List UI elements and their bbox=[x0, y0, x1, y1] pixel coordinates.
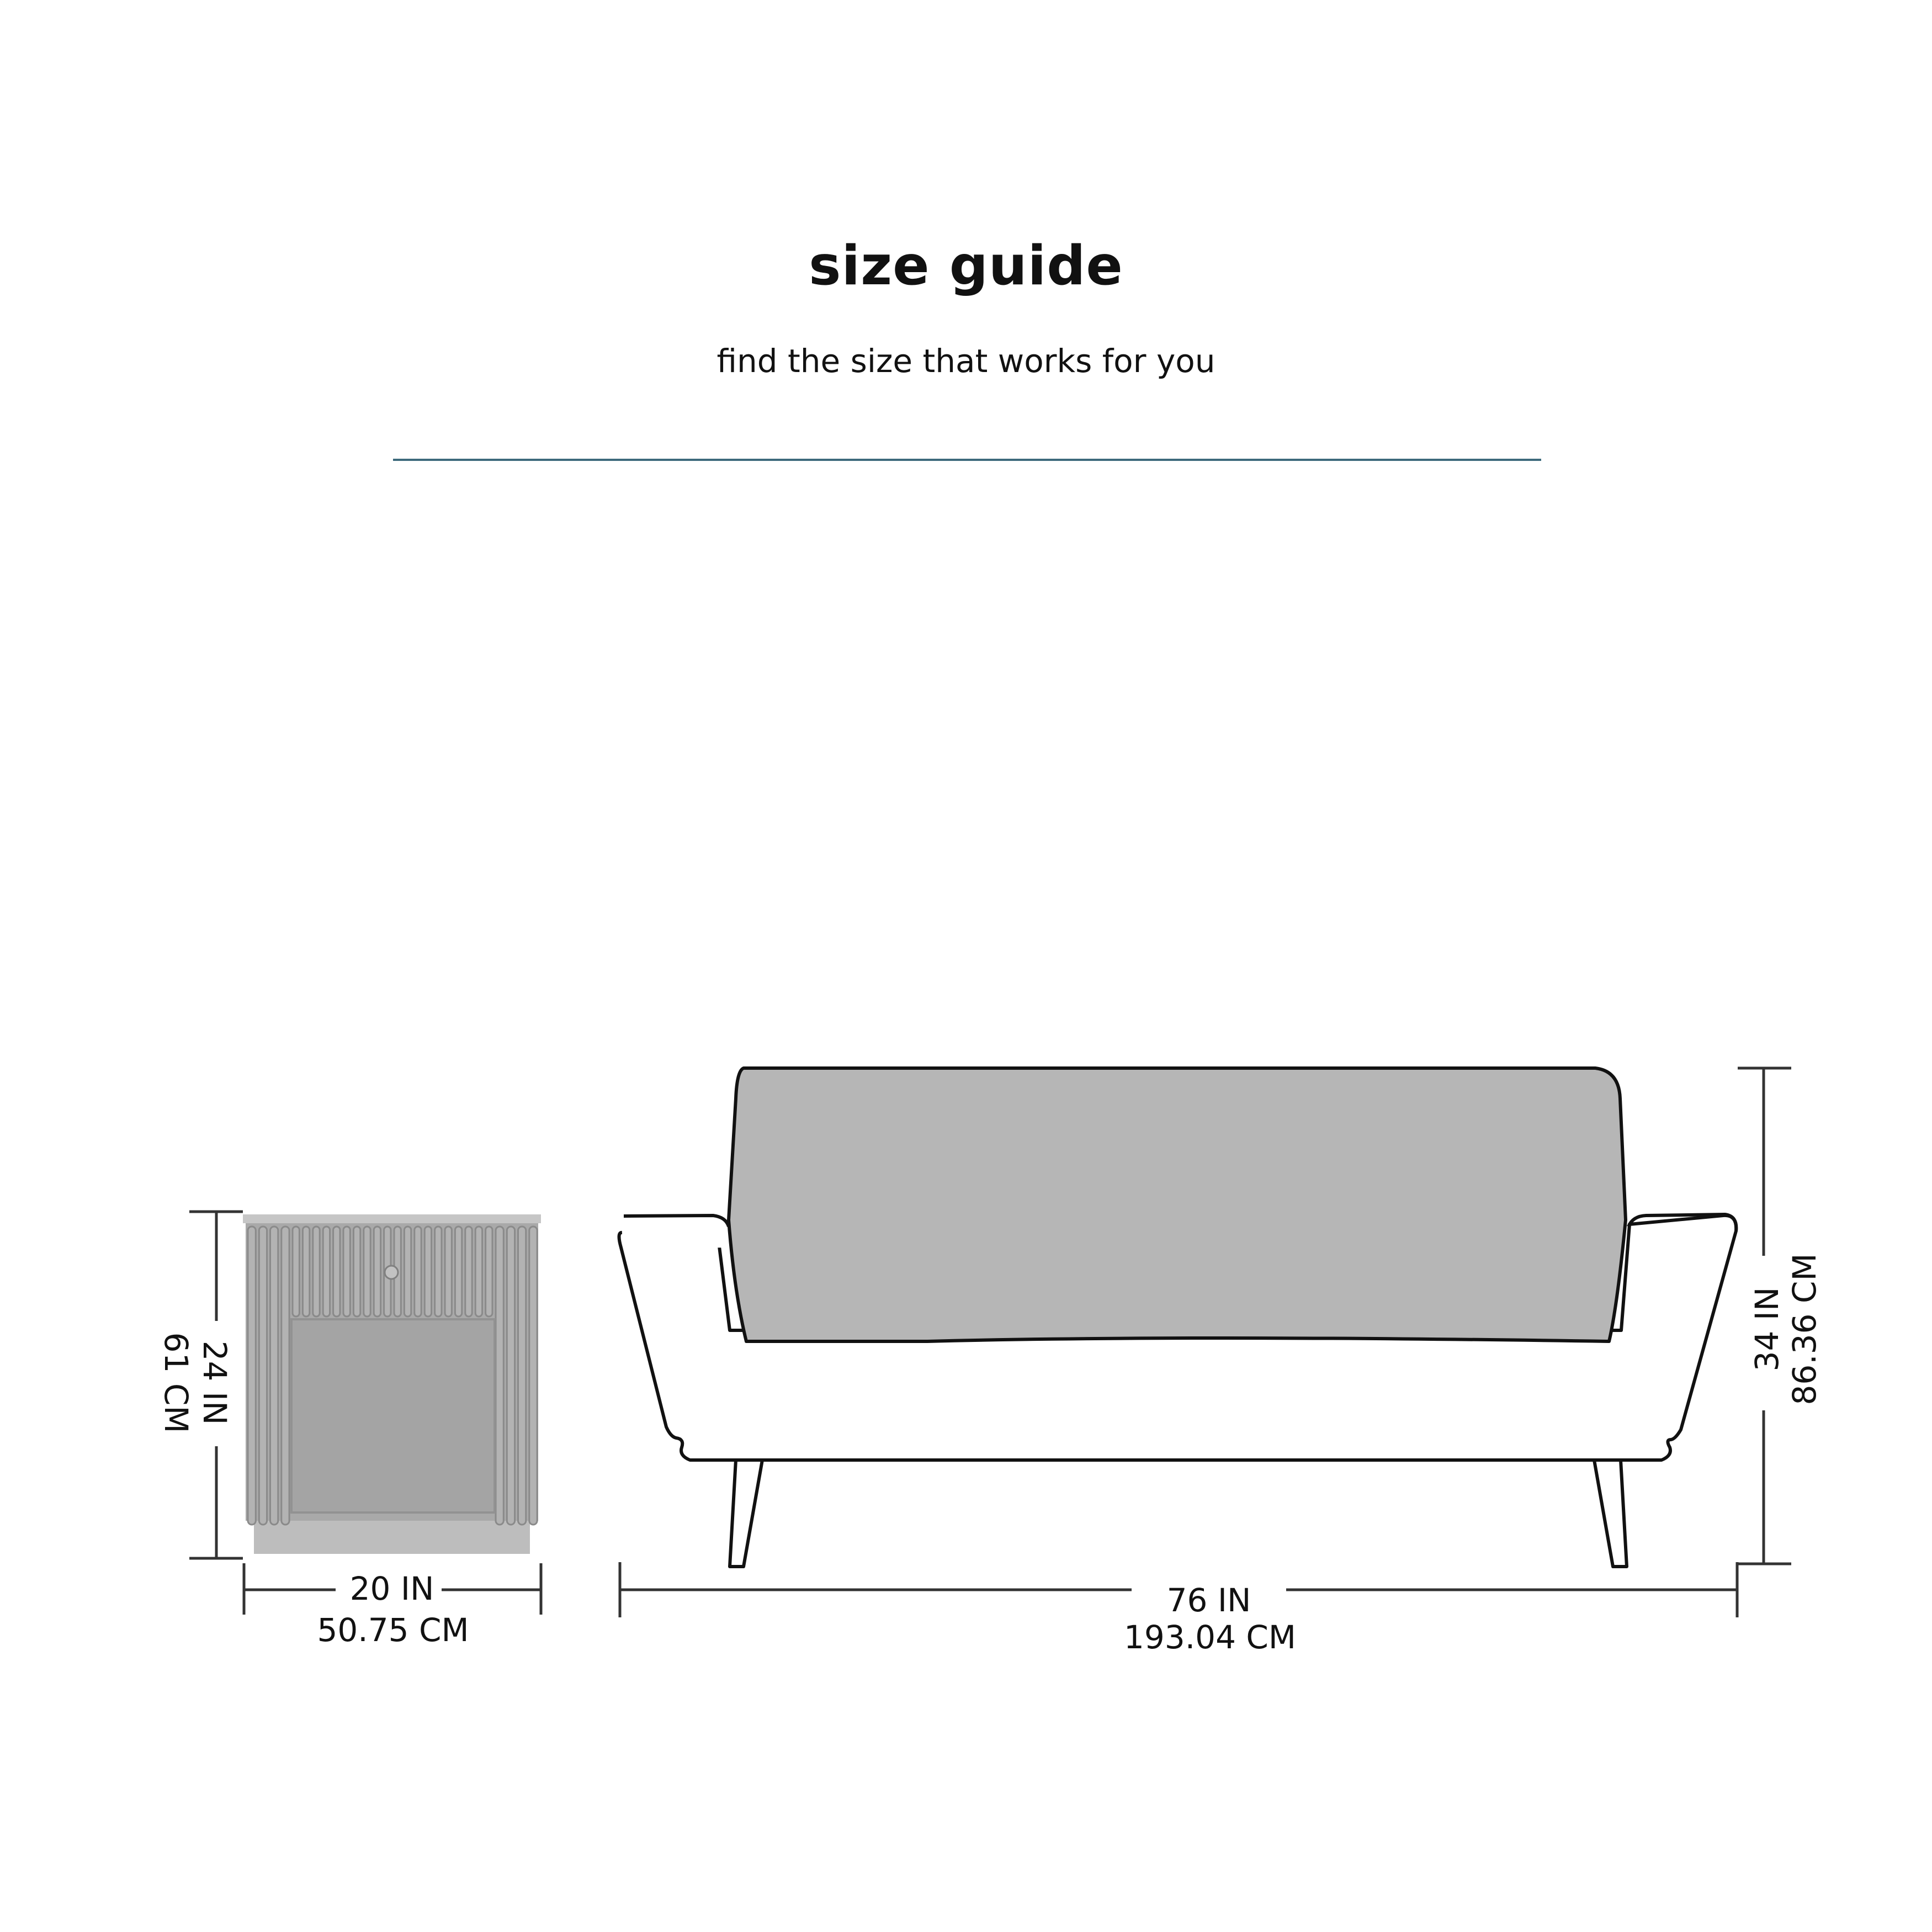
nightstand-width-cm-label: 50.75 CM bbox=[317, 1611, 469, 1649]
drawer-knob-icon bbox=[385, 1266, 398, 1279]
sofa-height-in-label: 34 IN bbox=[1748, 1287, 1786, 1372]
column-flute bbox=[496, 1227, 503, 1525]
drawer-flute bbox=[364, 1227, 370, 1317]
nightstand-illustration bbox=[243, 1214, 541, 1554]
drawer-flute bbox=[302, 1227, 309, 1317]
drawer-flute bbox=[333, 1227, 340, 1317]
drawer-flute bbox=[323, 1227, 330, 1317]
nightstand-height-cm-label: 61 CM bbox=[157, 1332, 195, 1434]
drawer-flute bbox=[465, 1227, 472, 1317]
sofa-width-in-label: 76 IN bbox=[1166, 1581, 1251, 1620]
nightstand-door-panel bbox=[291, 1319, 495, 1512]
nightstand-height-labels bbox=[157, 1333, 233, 1434]
sofa-height-labels bbox=[1748, 1253, 1823, 1405]
column-flute bbox=[248, 1227, 256, 1525]
drawer-flute bbox=[475, 1227, 482, 1317]
sofa-height-cm-label: 86.36 CM bbox=[1786, 1253, 1824, 1405]
drawer-flute bbox=[404, 1227, 411, 1317]
column-flute bbox=[518, 1227, 526, 1525]
sofa-right-leg bbox=[1594, 1460, 1627, 1567]
nightstand-height-in-label: 24 IN bbox=[195, 1340, 233, 1425]
drawer-flute bbox=[445, 1227, 452, 1317]
drawer-flute bbox=[293, 1227, 299, 1317]
drawer-flute bbox=[455, 1227, 461, 1317]
sofa-left-leg bbox=[730, 1460, 762, 1567]
drawer-flute bbox=[424, 1227, 431, 1317]
nightstand-width-in-label: 20 IN bbox=[349, 1570, 434, 1608]
sofa-left-arm-fill bbox=[622, 1216, 730, 1249]
drawer-flute bbox=[313, 1227, 320, 1317]
drawer-flute bbox=[415, 1227, 421, 1317]
column-flute bbox=[282, 1227, 289, 1525]
drawer-flute bbox=[435, 1227, 442, 1317]
column-flute bbox=[270, 1227, 278, 1525]
drawer-flute bbox=[374, 1227, 380, 1317]
nightstand-top bbox=[243, 1214, 541, 1223]
sofa-illustration bbox=[619, 1068, 1737, 1567]
column-flute bbox=[507, 1227, 514, 1525]
page-subtitle: find the size that works for you bbox=[716, 342, 1216, 380]
column-flute bbox=[259, 1227, 267, 1525]
page-title: size guide bbox=[809, 235, 1123, 298]
drawer-flute bbox=[343, 1227, 350, 1317]
drawer-flute bbox=[353, 1227, 360, 1317]
sofa-width-cm-label: 193.04 CM bbox=[1124, 1618, 1296, 1657]
sofa-back-cushion bbox=[729, 1068, 1626, 1341]
column-flute bbox=[529, 1227, 537, 1525]
drawer-flute bbox=[486, 1227, 492, 1317]
